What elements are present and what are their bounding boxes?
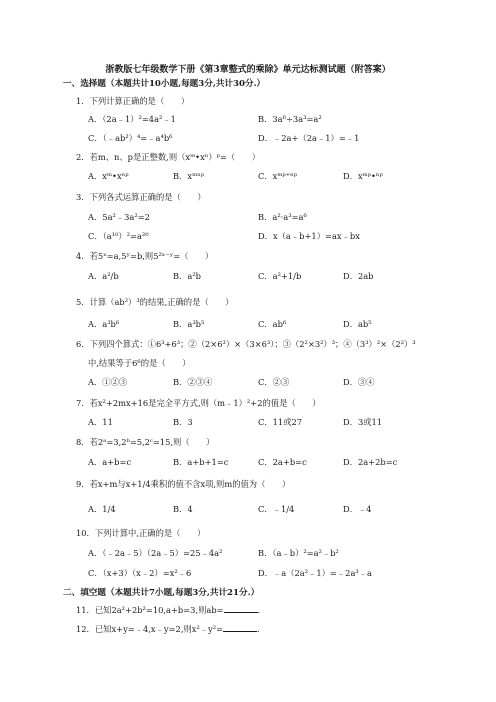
question-9-option-d: D．﹣4 bbox=[343, 504, 372, 514]
question-2-option-d: D．xᵐᵖ•ⁿᵖ bbox=[343, 171, 383, 181]
question-12-text: 12．已知x+y=﹣4,x﹣y=2,则x²﹣y²= bbox=[76, 624, 224, 634]
question-9-option-b: B．4 bbox=[173, 504, 193, 514]
question-6-option-b: B．②③④ bbox=[173, 377, 213, 387]
question-12-answer-blank[interactable] bbox=[223, 623, 257, 632]
question-11-tail: ． bbox=[257, 605, 266, 615]
question-9-stem: 9．若x+m与x+1/4乘积的值不含x项,则m的值为（ ） bbox=[76, 479, 291, 489]
question-8-option-a: A．a+b=c bbox=[88, 457, 132, 467]
question-10-option-d: D．﹣a（2a²﹣1）=﹣2a³﹣a bbox=[258, 568, 372, 578]
question-9-option-c: C．﹣1/4 bbox=[258, 504, 295, 514]
question-12-tail: ． bbox=[257, 624, 266, 634]
question-4-option-c: C．a²+1/b bbox=[258, 271, 302, 281]
question-12 bbox=[76, 623, 265, 635]
question-2-option-b: B．xᵐⁿᵖ bbox=[173, 171, 205, 181]
question-2-stem: 2．若m、n、p是正整数,则（xᵐ•xⁿ）ᵖ=（ ） bbox=[76, 152, 261, 162]
question-5-option-a: A．a³b⁶ bbox=[88, 319, 120, 329]
question-11-answer-blank[interactable] bbox=[224, 604, 258, 613]
question-1-option-a: A．（2a﹣1）²=4a²﹣1 bbox=[88, 114, 176, 124]
question-10-option-b: B．（a﹣b）²=a²﹣b² bbox=[258, 548, 339, 558]
question-4-option-b: B．a²b bbox=[173, 271, 201, 281]
section-choice-heading: 一、选择题（本题共计10小题,每题3分,共计30分.） bbox=[63, 79, 266, 89]
question-6-option-c: C．②③ bbox=[258, 377, 290, 387]
question-10-option-c: C．（x+3）（x﹣2）=x²﹣6 bbox=[88, 568, 192, 578]
question-3-option-c: C．（a¹⁰）²=a²⁰ bbox=[88, 231, 149, 241]
question-5-option-d: D．ab⁵ bbox=[343, 319, 372, 329]
question-7-option-d: D．3或11 bbox=[343, 417, 383, 427]
question-1-option-b: B．3a⁶÷3a³=a² bbox=[258, 114, 322, 124]
question-3-option-d: D．x（a﹣b+1）=ax﹣bx bbox=[258, 231, 360, 241]
question-5-option-c: C．ab⁶ bbox=[258, 319, 287, 329]
question-2-option-c: C．xᵐᵖ⁺ⁿᵖ bbox=[258, 171, 298, 181]
question-11-text: 11．已知2a²+2b²=10,a+b=3,则ab= bbox=[76, 605, 224, 615]
question-6-option-d: D．③④ bbox=[343, 377, 375, 387]
question-6-stem: 6．下列四个算式：①6³+6³；②（2×6³）×（3×6³）；③（2²×3²）³；④（3³）²×（2²）³ bbox=[76, 339, 416, 349]
question-10-option-a: A．（﹣2a﹣5）（2a﹣5）=25﹣4a² bbox=[88, 548, 223, 558]
document-title: 浙教版七年级数学下册《第3章整式的乘除》单元达标测试题（附答案） bbox=[105, 65, 391, 75]
question-8-option-b: B．a+b+1=c bbox=[173, 457, 229, 467]
question-6-option-a: A．①②③ bbox=[88, 377, 128, 387]
question-4-option-d: D．2ab bbox=[343, 271, 374, 281]
question-4-option-a: A．a²/b bbox=[88, 271, 119, 281]
question-3-option-b: B．a²·a³=a⁶ bbox=[258, 212, 307, 222]
question-9-option-a: A．1/4 bbox=[88, 504, 116, 514]
question-3-option-a: A．5a²﹣3a²=2 bbox=[88, 212, 150, 222]
question-7-option-a: A．11 bbox=[88, 417, 113, 427]
question-1-option-c: C．（﹣ab²）⁴=﹣a⁴b⁶ bbox=[88, 133, 173, 143]
question-7-option-c: C．11或27 bbox=[258, 417, 303, 427]
question-1-stem: 1．下列计算正确的是（ ） bbox=[76, 96, 190, 106]
section-fill-heading: 二、填空题（本题共计7小题,每题3分,共计21分.） bbox=[63, 588, 260, 598]
question-2-option-a: A．xᵐ•xⁿᵖ bbox=[88, 171, 129, 181]
question-5-stem: 5．计算（ab²）³的结果,正确的是（ ） bbox=[76, 297, 234, 307]
question-8-option-c: C．2a+b=c bbox=[258, 457, 307, 467]
question-8-option-d: D．2a+2b=c bbox=[343, 457, 398, 467]
question-6-stem-continued: 中,结果等于6⁶的是（ ） bbox=[88, 358, 191, 368]
question-8-stem: 8．若2ᵃ=3,2ᵇ=5,2ᶜ=15,则（ ） bbox=[76, 437, 215, 447]
question-10-stem: 10．下列计算中,正确的是（ ） bbox=[76, 528, 206, 538]
question-5-option-b: B．a³b⁵ bbox=[173, 319, 205, 329]
question-3-stem: 3．下列各式运算正确的是（ ） bbox=[76, 192, 206, 202]
question-4-stem: 4．若5ˣ=a,5ʸ=b,则5²ˣ⁻ʸ=（ ） bbox=[76, 251, 214, 261]
question-1-option-d: D．﹣2a+（2a﹣1）=﹣1 bbox=[258, 133, 360, 143]
question-7-stem: 7．若x²+2mx+16是完全平方式,则（m﹣1）²+2的值是（ ） bbox=[76, 398, 321, 408]
question-11 bbox=[76, 604, 266, 616]
question-7-option-b: B．3 bbox=[173, 417, 193, 427]
